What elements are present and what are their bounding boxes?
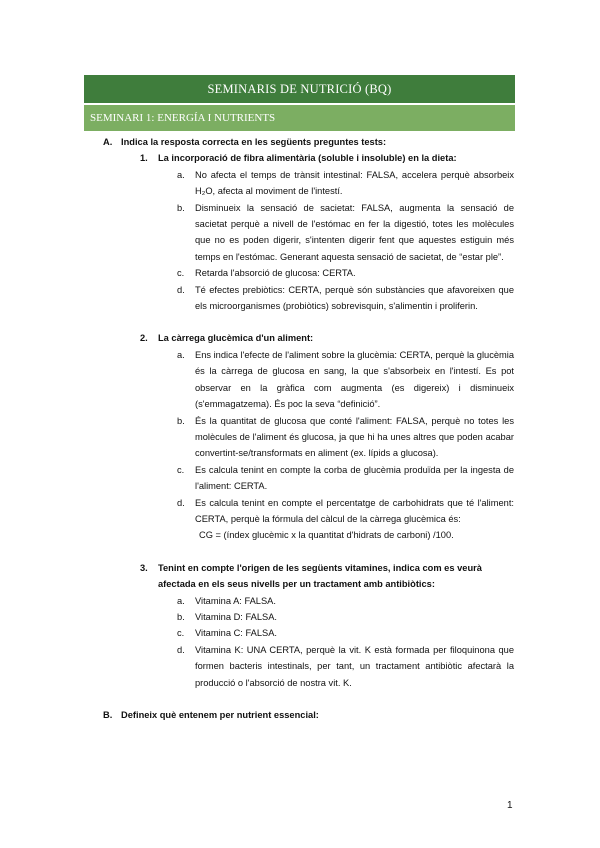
- section-marker: B.: [103, 710, 113, 720]
- formula: [0, 527, 600, 543]
- option-marker: a.: [177, 349, 185, 360]
- list-item: [0, 265, 600, 281]
- question-text: La càrrega glucèmica d'un aliment:: [158, 333, 314, 344]
- list-item: [0, 200, 600, 266]
- option-text: Ens indica l'efecte de l'aliment sobre la glucèmia: CERTA, perquè la glucèmia és la càrrega de glucosa en sang, la que s'absorbeix en l'intestí. Es pot observar en la gràfica com augmenta (es digereix) i disminueix (s'emmagatzema). És poc la seva “definició”.: [195, 349, 514, 410]
- option-text: Es calcula tenint en compte el percentatge de carbohidrats que té l'aliment: CERTA, perquè la fórmula del càlcul de la càrrega glucèmica és:: [195, 497, 514, 524]
- question-1-heading: [0, 150, 600, 166]
- option-text: Es calcula tenint en compte la corba de glucèmia produïda per la ingesta de l'aliment: CERTA.: [195, 464, 514, 492]
- option-text: Disminueix la sensació de sacietat: FALSA, augmenta la sensació de sacietat perquè a nivell de l'estómac en fer la digestió, totes les molècules que no es poden digerir, s'intenten digerir fent que aquestes estiguin més temps en l'estómac. Generant aquesta sensació de sacietat, de “estar ple”.: [195, 202, 514, 262]
- section-a-heading: [0, 134, 600, 150]
- section-heading-text: Indica la resposta correcta en les següents preguntes tests:: [121, 137, 387, 147]
- section-title-banner: [84, 105, 515, 131]
- document-title: SEMINARIS DE NUTRICIÓ (BQ): [207, 81, 392, 96]
- question-marker: 3.: [140, 562, 148, 573]
- option-text: No afecta el temps de trànsit intestinal: FALSA, accelera perquè absorbeix H₂O, afecta al moviment de l'intestí.: [195, 169, 514, 197]
- list-item: [0, 609, 600, 625]
- option-marker: d.: [177, 284, 185, 295]
- option-marker: b.: [177, 415, 185, 426]
- list-item: [0, 495, 600, 528]
- question-marker: 2.: [140, 333, 148, 344]
- option-text: Retarda l'absorció de glucosa: CERTA.: [195, 268, 356, 279]
- question-text: Tenint en compte l'origen de les següents vitamines, indica com es veurà afectada en els seus nivells per un tractament amb antibiòtics:: [158, 562, 482, 590]
- question-text: La incorporació de fibra alimentària (soluble i insoluble) en la dieta:: [158, 153, 457, 164]
- question-3-heading: [0, 560, 600, 593]
- option-text: Vitamina A: FALSA.: [195, 595, 276, 606]
- option-text: Té efectes prebiòtics: CERTA, perquè són substàncies que afavoreixen que els microorganismes (probiòtics) sobrevisquin, s'alimentin i proliferin.: [195, 284, 514, 312]
- option-marker: b.: [177, 202, 185, 213]
- option-text: És la quantitat de glucosa que conté l'aliment: FALSA, perquè no totes les molècules de l'aliment és glucosa, ja que hi ha unes altres que poden acabar convertint-se/transformats en aliment (ex. lípids a glucosa).: [195, 415, 514, 459]
- option-text: Vitamina C: FALSA.: [195, 628, 277, 639]
- list-item: [0, 413, 600, 462]
- list-item: [0, 347, 600, 413]
- list-item: [0, 282, 600, 315]
- document-body: [0, 134, 600, 723]
- option-marker: c.: [177, 268, 185, 279]
- page-number: 1: [507, 800, 513, 811]
- option-marker: c.: [177, 464, 185, 475]
- option-marker: b.: [177, 611, 185, 622]
- list-item: [0, 462, 600, 495]
- section-marker: A.: [103, 137, 113, 147]
- list-item: [0, 642, 600, 691]
- option-marker: d.: [177, 644, 185, 655]
- list-item: [0, 625, 600, 641]
- list-item: [0, 593, 600, 609]
- list-item: [0, 167, 600, 200]
- option-marker: a.: [177, 169, 185, 180]
- option-marker: c.: [177, 628, 185, 639]
- option-marker: d.: [177, 497, 185, 508]
- option-text: Vitamina K: UNA CERTA, perquè la vit. K està formada per filoquinona que formen bacteris intestinals, per tant, un tractament antibiòtic afectarà la producció o l'absorció de nostra vit. K.: [195, 644, 514, 688]
- document-title-banner: [84, 75, 515, 103]
- section-heading-text: Defineix què entenem per nutrient essencial:: [121, 710, 319, 720]
- section-title: SEMINARI 1: ENERGÍA I NUTRIENTS: [90, 112, 276, 124]
- question-2-heading: [0, 330, 600, 346]
- option-text: Vitamina D: FALSA.: [195, 611, 277, 622]
- question-marker: 1.: [140, 153, 148, 164]
- formula-text: CG = (índex glucèmic x la quantitat d'hidrats de carboni) /100.: [199, 530, 454, 541]
- option-marker: a.: [177, 595, 185, 606]
- section-b-heading: [0, 707, 600, 723]
